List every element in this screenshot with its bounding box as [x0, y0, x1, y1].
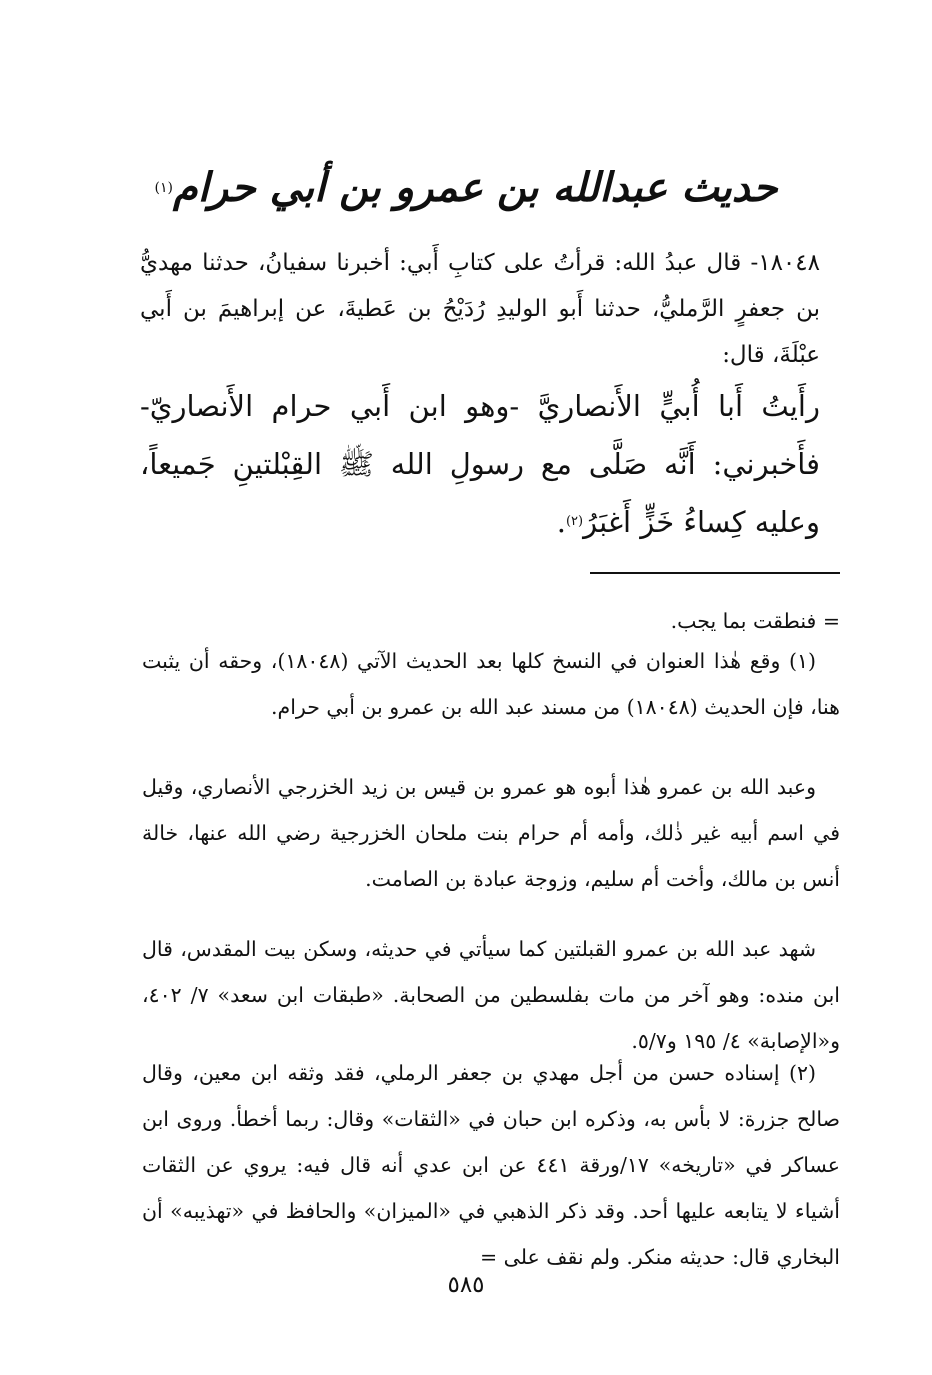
footnote-1-paragraph-2: وعبد الله بن عمرو هٰذا أبوه هو عمرو بن قيس بن زيد الخزرجي الأنصاري، وقيل في اسم أبيه غير ذٰلك، وأمه أم حرام بنت ملحان الخزرجية رضي الله عنها، خالة أنس بن مالك، وأخت أم سليم، وزوجة عبادة بن الصامت.: [142, 775, 840, 891]
footnote-separator: [590, 572, 840, 574]
matn-end-mark: .: [556, 505, 566, 539]
hadith-matn-text: رأَيتُ أَبا أُبيٍّ الأَنصاريَّ -وهو ابن أَبي حرام الأَنصاريّ- فأَخبرني: أَنَّه صَلَّى مع رسولِ الله ﷺ القِبْلتينِ جَميعاً، وعليه كِساءُ خَزٍّ أَغبَرُ: [140, 389, 820, 539]
page-number: ٥٨٥: [447, 1272, 485, 1298]
footnote-1-paragraph-1: (١) وقع هٰذا العنوان في النسخ كلها بعد الحديث الآتي (١٨٠٤٨)، وحقه أن يثبت هنا، فإن الحديث (١٨٠٤٨) من مسند عبد الله بن عمرو بن أبي حرام.: [142, 649, 840, 719]
footnote-1-paragraph-3: شهد عبد الله بن عمرو القبلتين كما سيأتي في حديثه، وسكن بيت المقدس، قال ابن منده: وهو آخر من مات بفلسطين من الصحابة. «طبقات ابن سعد» ٧/ ٤٠٢، و«الإصابة» ٤/ ١٩٥ و٥/٧.: [142, 937, 840, 1053]
chapter-title-text: حديث عبدالله بن عمرو بن أبي حرام: [173, 164, 778, 211]
footnote-continuation: = فنطقت بما يجب.: [670, 609, 840, 633]
footnote-2: (٢) إسناده حسن من أجل مهدي بن جعفر الرملي، فقد وثقه ابن معين، وقال صالح جزرة: لا بأس به، وذكره ابن حبان في «الثقات» وقال: ربما أخطأ. وروى ابن عساكر في «تاريخه» ١٧/ورقة ٤٤١ عن ابن عدي أنه قال فيه: يروي عن الثقات أشياء لا يتابعه عليها أحد. وقد ذكر الذهبي في «الميزان» والحافظ في «تهذيبه» أن البخاري قال: حديثه منكر. ولم نقف على =: [142, 1061, 841, 1269]
hadith-matn: [140, 377, 820, 551]
hadith-isnad: ١٨٠٤٨- قال عبدُ الله: قرأتُ على كتابِ أَبي: أخبرنا سفيانُ، حدثنا مهديُّ بن جعفرٍ الرَّمليُّ، حدثنا أَبو الوليدِ رُدَيْحُ بن عَطيةَ، عن إبراهيمَ بن أَبي عبْلَةَ، قال:: [140, 250, 820, 368]
matn-footnote-ref: (٢): [565, 514, 584, 529]
title-footnote-ref: (١): [154, 180, 174, 196]
chapter-title: [0, 158, 932, 218]
